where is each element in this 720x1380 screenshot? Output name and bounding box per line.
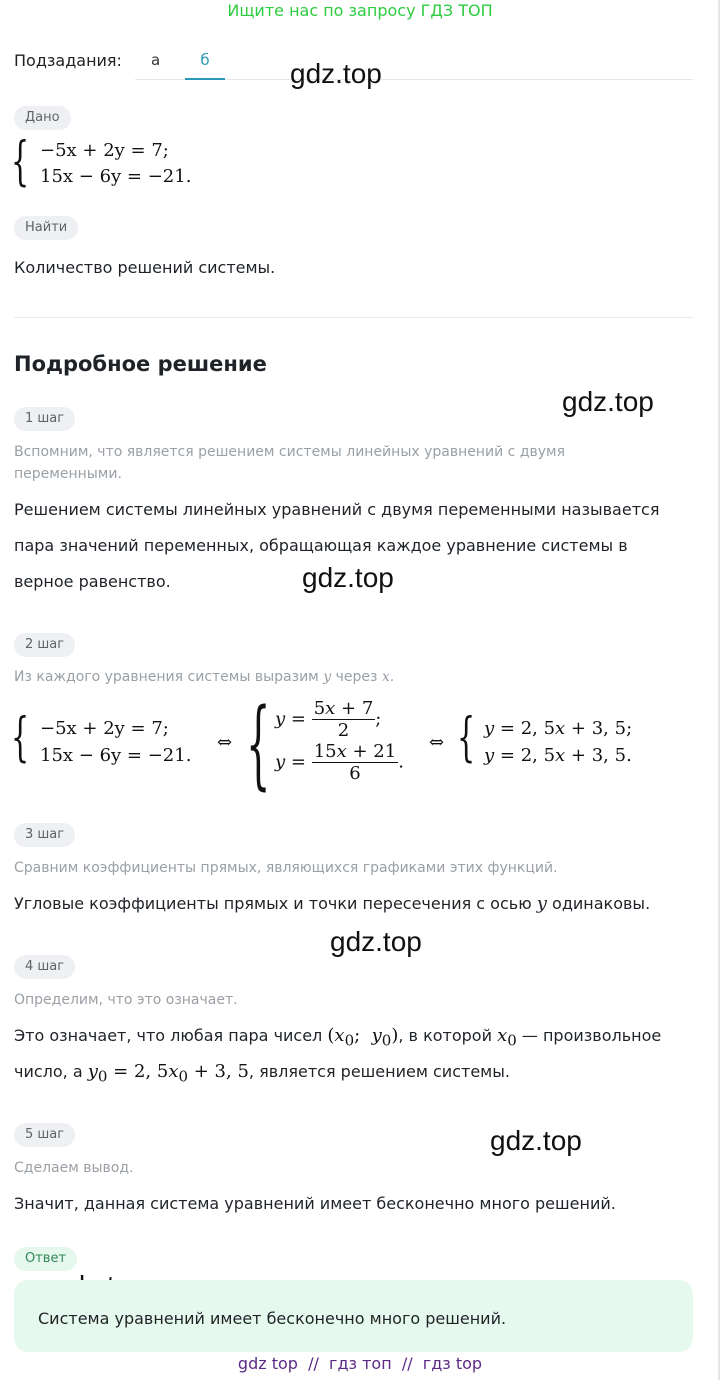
step-hint: Определим, что это означает. bbox=[14, 992, 238, 1008]
hint-variable-y: y bbox=[323, 669, 332, 685]
hint-text: через bbox=[335, 669, 378, 685]
solution-title: Подробное решение bbox=[14, 352, 267, 376]
y0-expression: $y_0 = 2$, $5x_0 + 3$, 5 bbox=[87, 1061, 249, 1086]
text-part: , в которой bbox=[398, 1026, 492, 1045]
step-chip: 4 шаг bbox=[14, 955, 75, 979]
text-part: Угловые коэффициенты прямых и точки пересечения с осью bbox=[14, 894, 532, 913]
system-brace: { bbox=[11, 708, 30, 768]
system-brace: { bbox=[457, 708, 476, 768]
watermark: gdz.top bbox=[330, 926, 422, 957]
step-chip: 5 шаг bbox=[14, 1123, 75, 1147]
watermark: gdz.top bbox=[290, 58, 382, 89]
watermark: gdz.top bbox=[302, 562, 394, 593]
section-divider bbox=[14, 317, 693, 318]
system-brace: { bbox=[246, 688, 271, 800]
given-equation-2: 15x − 6y = −21. bbox=[40, 166, 192, 187]
step-text-line-1 bbox=[14, 1018, 661, 1059]
answer-chip: Ответ bbox=[14, 1247, 77, 1271]
pair-expression: ($x_0$; $y_0$) bbox=[327, 1025, 399, 1050]
tab-subtask-b[interactable]: б bbox=[200, 51, 210, 69]
equation: 15x − 6y = −21. bbox=[40, 745, 192, 766]
answer-text: Система уравнений имеет бесконечно много решений. bbox=[38, 1309, 507, 1328]
text-part: , является решением системы. bbox=[248, 1062, 510, 1081]
find-text: Количество решений системы. bbox=[14, 258, 276, 277]
equation: −5x + 2y = 7; bbox=[40, 718, 169, 739]
search-banner: Ищите нас по запросу ГДЗ ТОП bbox=[227, 1, 493, 20]
watermark: gdz.top bbox=[490, 1125, 582, 1156]
x0-expression: $x_0$ bbox=[497, 1025, 517, 1050]
find-chip: Найти bbox=[14, 216, 78, 240]
step-hint: Сделаем вывод. bbox=[14, 1160, 134, 1176]
given-chip: Дано bbox=[14, 106, 71, 130]
active-tab-indicator bbox=[185, 78, 225, 80]
text-part: — произвольное bbox=[521, 1026, 662, 1045]
step-hint: Сравним коэффициенты прямых, являющихся графиками этих функций. bbox=[14, 860, 558, 876]
hint-text: Из каждого уравнения системы выразим bbox=[14, 669, 319, 685]
footer-links[interactable]: gdz top // гдз топ // гдз top bbox=[237, 1354, 483, 1373]
step-hint bbox=[14, 666, 394, 688]
step-hint: Вспомним, что является решением системы линейных уравнений с двумя переменными. bbox=[14, 444, 566, 482]
variable-y: y bbox=[536, 893, 547, 914]
equation: y = 2, 5x + 3, 5. bbox=[484, 745, 632, 766]
system-brace: { bbox=[11, 132, 30, 192]
equation: y = 2, 5x + 3, 5; bbox=[484, 718, 633, 739]
tab-subtask-a[interactable]: а bbox=[151, 51, 161, 69]
step-text: Значит, данная система уравнений имеет бесконечно много решений. bbox=[14, 1194, 616, 1213]
text-part: число, а bbox=[14, 1062, 83, 1081]
watermark: gdz.top bbox=[562, 386, 654, 417]
given-equation-1: −5x + 2y = 7; bbox=[40, 140, 169, 161]
step-text: Решением системы линейных уравнений с двумя переменными называется пара значений переменных, обращающая каждое уравнение системы в верное равенство. bbox=[14, 500, 660, 591]
step-text bbox=[14, 886, 650, 922]
equivalence-symbol: ⇔ bbox=[429, 732, 445, 753]
step-text-line-2 bbox=[14, 1054, 510, 1095]
text-part: Это означает, что любая пара чисел bbox=[14, 1026, 323, 1045]
step-chip: 3 шаг bbox=[14, 823, 75, 847]
step-chip: 2 шаг bbox=[14, 633, 75, 657]
subtasks-label: Подзадания: bbox=[14, 51, 122, 70]
step-chip: 1 шаг bbox=[14, 407, 75, 431]
equivalence-symbol: ⇔ bbox=[217, 732, 233, 753]
equation: y = $\frac{15x + 21}{6}$ . bbox=[275, 741, 404, 784]
hint-variable-x: x. bbox=[381, 669, 395, 685]
text-part: одинаковы. bbox=[552, 894, 651, 913]
equation: y = $\frac{5x + 7}{2}$ ; bbox=[275, 698, 382, 741]
